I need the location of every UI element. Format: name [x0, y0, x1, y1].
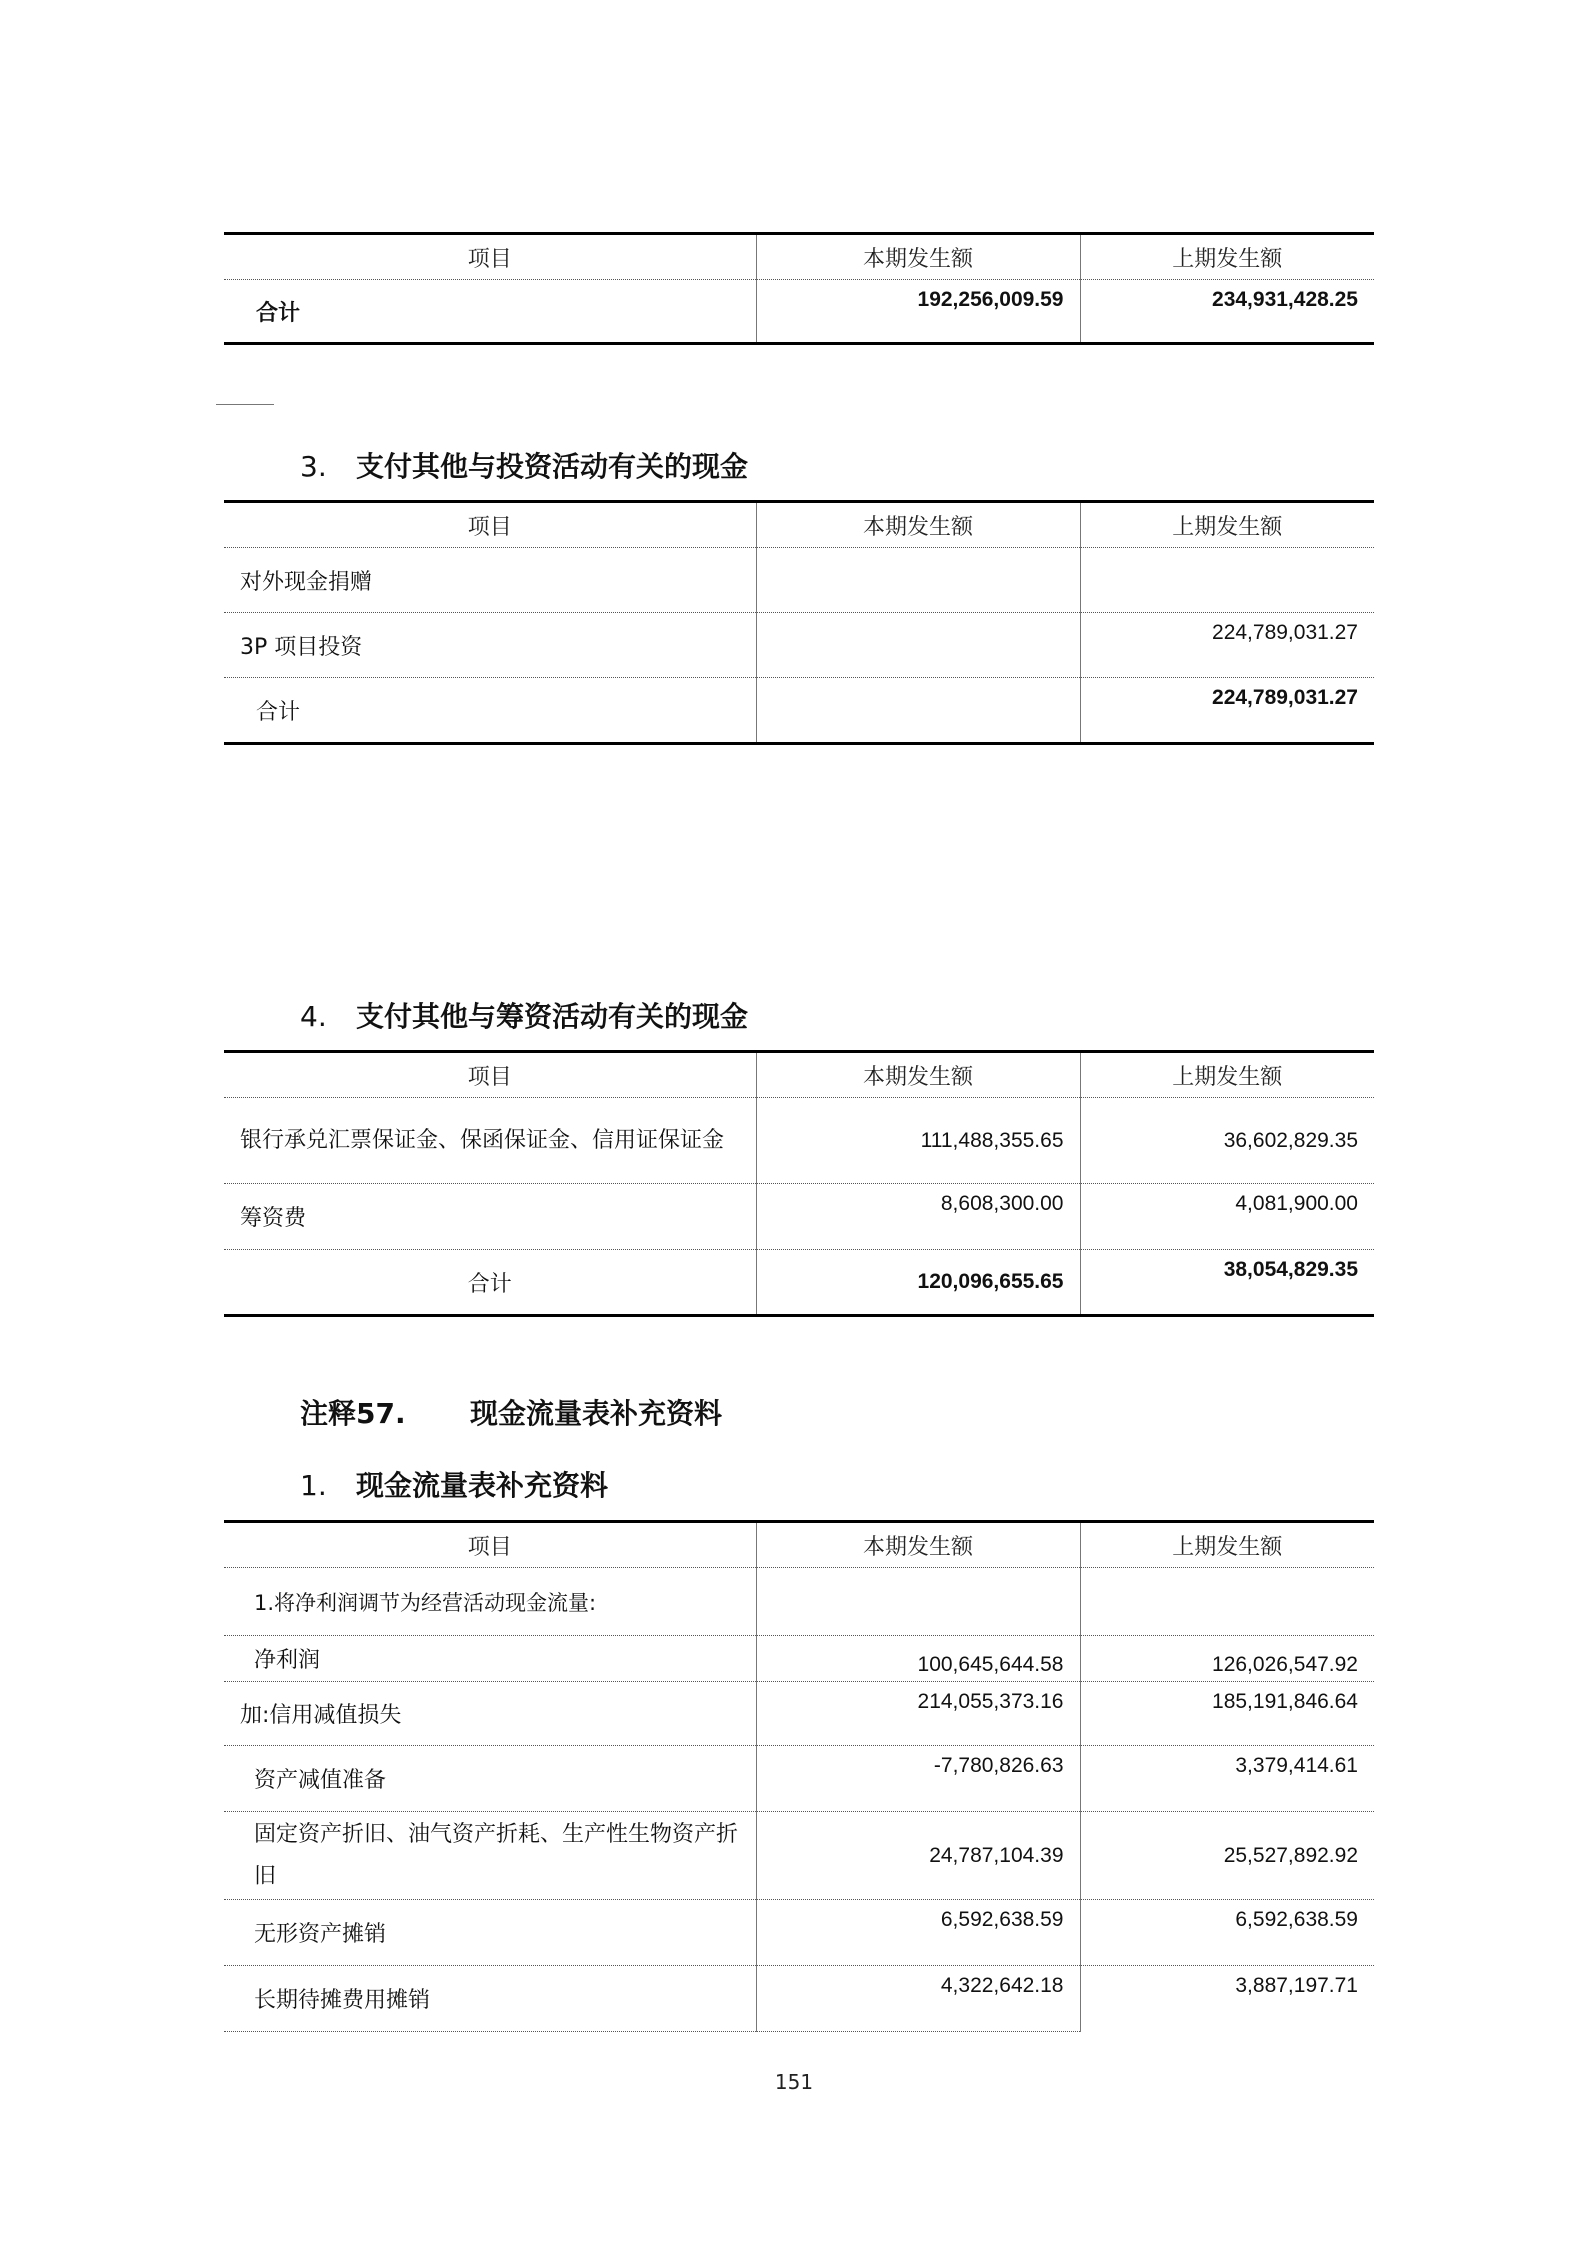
- row-prior: [1080, 1568, 1374, 1636]
- table-row: [224, 1098, 1374, 1184]
- section-3-number: 3.: [300, 450, 327, 483]
- row-current: 8,608,300.00: [756, 1184, 1080, 1250]
- row-prior: 3,887,197.71: [1080, 1966, 1374, 2032]
- table-row: [224, 613, 1374, 678]
- row-label: 固定资产折旧、油气资产折耗、生产性生物资产折旧: [224, 1812, 756, 1900]
- section-3-heading: [300, 445, 748, 485]
- note-57-title: 现金流量表补充资料: [470, 1397, 723, 1430]
- header-current: 本期发生额: [756, 502, 1080, 548]
- header-prior: 上期发生额: [1080, 1522, 1374, 1568]
- table-row: [224, 1636, 1374, 1682]
- row-current: [756, 1568, 1080, 1636]
- row-label: 合计: [224, 280, 756, 344]
- page-number: 151: [774, 2070, 814, 2094]
- section-1-number: 1.: [300, 1469, 327, 1502]
- row-current: 4,322,642.18: [756, 1966, 1080, 2032]
- table-header-row: [224, 1522, 1374, 1568]
- row-prior: 224,789,031.27: [1080, 678, 1374, 744]
- table-row: [224, 1682, 1374, 1746]
- row-label: 无形资产摊销: [224, 1900, 756, 1966]
- table-row-total: [224, 280, 1374, 344]
- table-row: [224, 1184, 1374, 1250]
- row-label: 1.将净利润调节为经营活动现金流量:: [224, 1568, 756, 1636]
- header-prior: 上期发生额: [1080, 1052, 1374, 1098]
- table-row-total: [224, 1250, 1374, 1316]
- table-row: [224, 548, 1374, 613]
- row-current: [756, 548, 1080, 613]
- row-current: 120,096,655.65: [756, 1250, 1080, 1316]
- section-4-number: 4.: [300, 1000, 327, 1033]
- table-row: [224, 1900, 1374, 1966]
- table-section-3: [224, 500, 1374, 745]
- row-prior: 38,054,829.35: [1080, 1250, 1374, 1316]
- footnote-rule: [216, 404, 274, 405]
- table-continuation: [224, 232, 1374, 345]
- table-row-total: [224, 678, 1374, 744]
- note-57-number: 注释57.: [300, 1397, 406, 1430]
- header-item: 项目: [224, 502, 756, 548]
- header-item: 项目: [224, 234, 756, 280]
- row-current: [756, 613, 1080, 678]
- section-3-title: 支付其他与投资活动有关的现金: [356, 450, 749, 483]
- row-prior: 3,379,414.61: [1080, 1746, 1374, 1812]
- header-current: 本期发生额: [756, 234, 1080, 280]
- section-4-heading: [300, 995, 748, 1035]
- table-row: [224, 1966, 1374, 2032]
- table-section-1: [224, 1520, 1374, 2032]
- header-current: 本期发生额: [756, 1522, 1080, 1568]
- row-label: 资产减值准备: [224, 1746, 756, 1812]
- row-prior: 6,592,638.59: [1080, 1900, 1374, 1966]
- row-current: 111,488,355.65: [756, 1098, 1080, 1184]
- table-row: [224, 1568, 1374, 1636]
- row-current: -7,780,826.63: [756, 1746, 1080, 1812]
- row-label: 3P 项目投资: [224, 613, 756, 678]
- section-1-title: 现金流量表补充资料: [356, 1469, 609, 1502]
- header-item: 项目: [224, 1522, 756, 1568]
- row-prior: [1080, 548, 1374, 613]
- header-prior: 上期发生额: [1080, 234, 1374, 280]
- table-header-row: [224, 234, 1374, 280]
- row-prior: 224,789,031.27: [1080, 613, 1374, 678]
- row-current: [756, 678, 1080, 744]
- row-prior: 4,081,900.00: [1080, 1184, 1374, 1250]
- row-current: 6,592,638.59: [756, 1900, 1080, 1966]
- row-label: 净利润: [224, 1636, 756, 1682]
- row-label: 长期待摊费用摊销: [224, 1966, 756, 2032]
- table-row: [224, 1812, 1374, 1900]
- row-prior: 36,602,829.35: [1080, 1098, 1374, 1184]
- row-prior: 234,931,428.25: [1080, 280, 1374, 344]
- row-current: 24,787,104.39: [756, 1812, 1080, 1900]
- row-current: 192,256,009.59: [756, 280, 1080, 344]
- header-current: 本期发生额: [756, 1052, 1080, 1098]
- row-current: 214,055,373.16: [756, 1682, 1080, 1746]
- table-header-row: [224, 502, 1374, 548]
- row-label: 合计: [224, 1250, 756, 1316]
- row-current: 100,645,644.58: [756, 1636, 1080, 1682]
- row-label: 筹资费: [224, 1184, 756, 1250]
- table-row: [224, 1746, 1374, 1812]
- note-57-heading: [300, 1392, 722, 1432]
- section-4-title: 支付其他与筹资活动有关的现金: [356, 1000, 749, 1033]
- row-prior: 185,191,846.64: [1080, 1682, 1374, 1746]
- row-prior: 25,527,892.92: [1080, 1812, 1374, 1900]
- header-item: 项目: [224, 1052, 756, 1098]
- row-label: 加:信用减值损失: [224, 1682, 756, 1746]
- row-label: 银行承兑汇票保证金、保函保证金、信用证保证金: [224, 1098, 756, 1184]
- table-section-4: [224, 1050, 1374, 1317]
- row-prior: 126,026,547.92: [1080, 1636, 1374, 1682]
- section-1-heading: [300, 1464, 608, 1504]
- row-label: 对外现金捐赠: [224, 548, 756, 613]
- row-label: 合计: [224, 678, 756, 744]
- header-prior: 上期发生额: [1080, 502, 1374, 548]
- table-header-row: [224, 1052, 1374, 1098]
